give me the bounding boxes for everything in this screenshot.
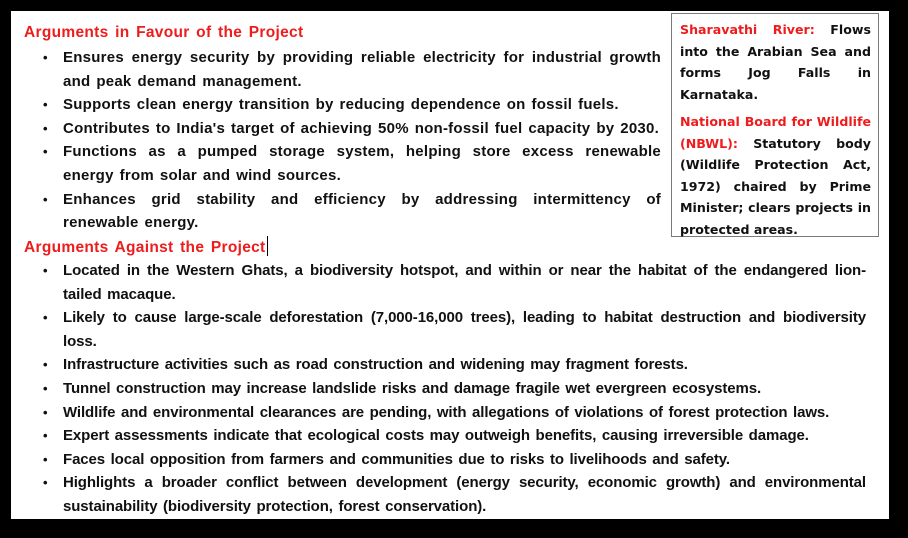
info-entry-sharavathi xyxy=(680,19,871,105)
list-item: • Functions as a pumped storage system, helping store excess renewable energy from solar and wind sources. xyxy=(41,140,661,187)
bullet-icon: • xyxy=(43,310,48,326)
bullet-icon: • xyxy=(43,144,48,160)
info-text: Flows into the Arabian Sea and forms Jog Falls in Karnataka. xyxy=(680,22,871,102)
list-item: • Expert assessments indicate that ecological costs may outweigh benefits, causing irreversible damage. xyxy=(41,424,866,448)
info-term: National Board for Wildlife (NBWL): xyxy=(680,114,871,151)
info-term: Sharavathi River: xyxy=(680,22,815,37)
bullet-icon: • xyxy=(43,50,48,65)
bullet-icon: • xyxy=(43,475,48,491)
list-item: • Located in the Western Ghats, a biodiversity hotspot, and within or near the habitat of the endangered lion-tailed macaque. xyxy=(41,259,866,306)
bullet-icon: • xyxy=(43,404,48,420)
text-cursor xyxy=(267,236,268,256)
favour-list xyxy=(41,46,661,235)
info-text: Statutory body (Wildlife Protection Act, 1972) chaired by Prime Minister; clears projects in protected areas. xyxy=(680,135,871,237)
list-item: • Likely to cause large-scale deforestation (7,000-16,000 trees), leading to habitat destruction and biodiversity loss. xyxy=(41,306,866,353)
list-item: • Tunnel construction may increase landslide risks and damage fragile wet evergreen ecosystems. xyxy=(41,377,866,401)
list-item: • Highlights a broader conflict between development (energy security, economic growth) and environmental sustainability (biodiversity protection, forest conservation). xyxy=(41,471,866,518)
info-box xyxy=(671,13,879,237)
list-item: • Faces local opposition from farmers and communities due to risks to livelihoods and safety. xyxy=(41,448,866,472)
bullet-icon: • xyxy=(43,357,48,373)
bullet-icon: • xyxy=(43,380,48,396)
bullet-icon: • xyxy=(43,263,48,278)
list-item: • Wildlife and environmental clearances are pending, with allegations of violations of forest protection laws. xyxy=(41,401,866,425)
bullet-icon: • xyxy=(43,191,48,207)
bullet-icon: • xyxy=(43,97,48,113)
document-page xyxy=(11,11,889,519)
against-heading: Arguments Against the Project xyxy=(24,236,268,257)
favour-heading: Arguments in Favour of the Project xyxy=(24,24,304,41)
list-item: • Infrastructure activities such as road construction and widening may fragment forests. xyxy=(41,353,866,377)
list-item: • Contributes to India's target of achieving 50% non-fossil fuel capacity by 2030. xyxy=(41,117,661,141)
bullet-icon: • xyxy=(43,120,48,136)
list-item: • Supports clean energy transition by reducing dependence on fossil fuels. xyxy=(41,93,661,117)
list-item: • Ensures energy security by providing reliable electricity for industrial growth and peak demand management. xyxy=(41,46,661,93)
bullet-icon: • xyxy=(43,428,48,444)
list-item: • Enhances grid stability and efficiency by addressing intermittency of renewable energy. xyxy=(41,188,661,235)
against-list xyxy=(41,259,866,519)
info-entry-nbwl xyxy=(680,111,871,240)
bullet-icon: • xyxy=(43,451,48,467)
